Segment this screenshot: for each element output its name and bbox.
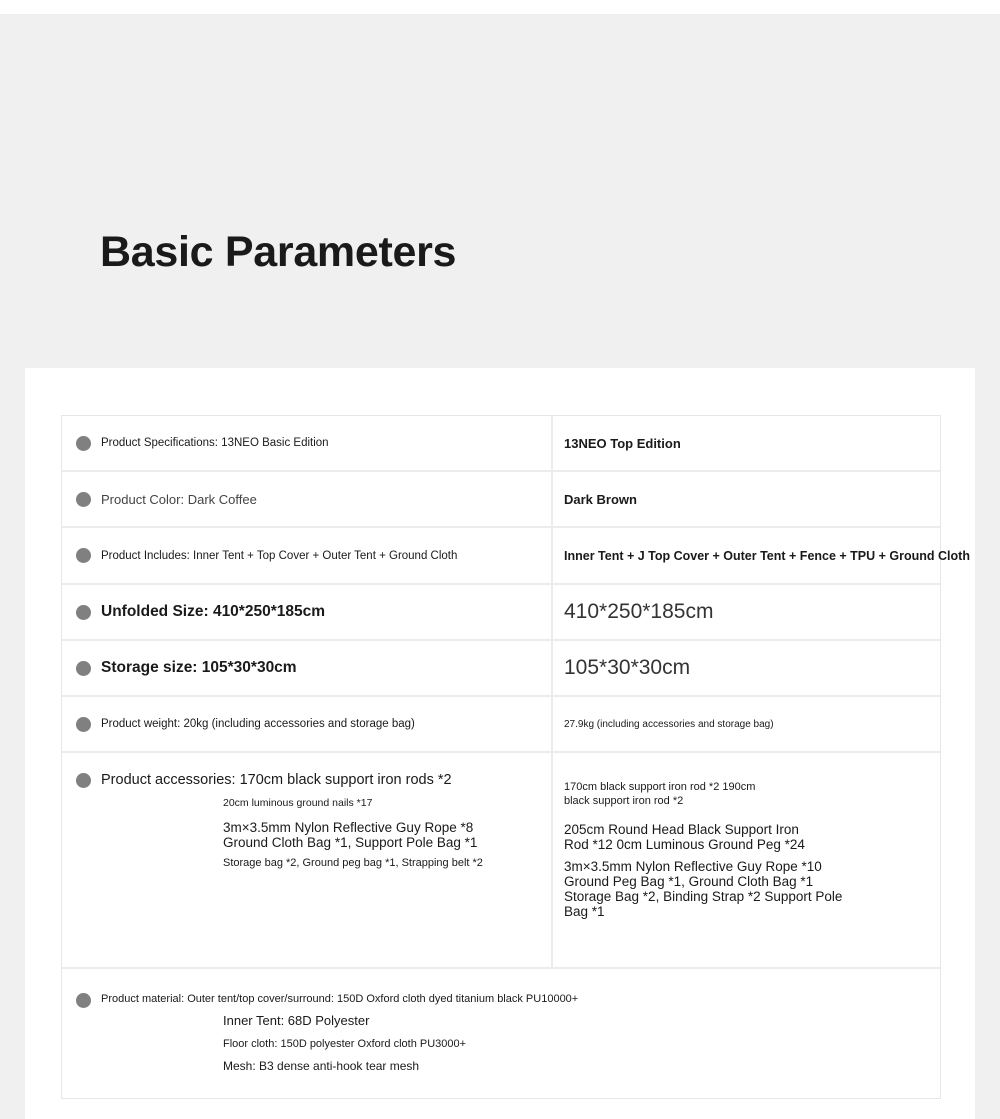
row-right-cell bbox=[564, 472, 637, 526]
accessories-right-line: black support iron rod *2 bbox=[564, 795, 684, 807]
storage-value: 105*30*30cm bbox=[564, 656, 691, 679]
table-row bbox=[62, 585, 940, 641]
accessories-right-line: Storage Bag *2, Binding Strap *2 Support Pole bbox=[564, 889, 843, 904]
accessories-right-line: 3m×3.5mm Nylon Reflective Guy Rope *10 bbox=[564, 859, 822, 874]
unfolded-label: Unfolded Size: 410*250*185cm bbox=[101, 603, 325, 620]
bullet-icon bbox=[76, 661, 91, 676]
row-left-cell bbox=[76, 528, 457, 583]
table-row bbox=[62, 641, 940, 697]
table-row bbox=[62, 472, 940, 528]
accessories-left-line: Product accessories: 170cm black support iron rods *2 bbox=[101, 772, 452, 788]
table-row bbox=[62, 416, 940, 472]
includes-value: Inner Tent + J Top Cover + Outer Tent + Fence + TPU + Ground Cloth bbox=[564, 548, 970, 563]
bullet-icon bbox=[76, 436, 91, 451]
table-row bbox=[62, 753, 940, 969]
color-label: Product Color: Dark Coffee bbox=[101, 491, 257, 507]
spec-value: 13NEO Top Edition bbox=[564, 435, 681, 451]
unfolded-value: 410*250*185cm bbox=[564, 600, 714, 623]
accessories-right-line: 170cm black support iron rod *2 190cm bbox=[564, 781, 756, 793]
accessories-left-line: Ground Cloth Bag *1, Support Pole Bag *1 bbox=[223, 835, 478, 850]
material-line: Product material: Outer tent/top cover/surround: 150D Oxford cloth dyed titanium black PU10000+ bbox=[101, 993, 579, 1005]
row-right-cell bbox=[564, 641, 690, 695]
table-row bbox=[62, 969, 940, 1098]
accessories-left-line: Storage bag *2, Ground peg bag *1, Strapping belt *2 bbox=[223, 857, 483, 869]
row-left-cell bbox=[76, 641, 297, 695]
row-left-cell bbox=[76, 585, 325, 639]
accessories-right-line: 205cm Round Head Black Support Iron bbox=[564, 822, 799, 837]
material-line: Mesh: B3 dense anti-hook tear mesh bbox=[223, 1059, 420, 1073]
row-left-cell bbox=[76, 472, 257, 526]
bullet-icon bbox=[76, 605, 91, 620]
storage-label: Storage size: 105*30*30cm bbox=[101, 659, 297, 676]
material-line: Floor cloth: 150D polyester Oxford cloth PU3000+ bbox=[223, 1038, 467, 1050]
table-row bbox=[62, 697, 940, 753]
bullet-icon bbox=[76, 773, 91, 788]
bullet-icon bbox=[76, 717, 91, 732]
row-right-cell bbox=[564, 697, 774, 751]
weight-value: 27.9kg (including accessories and storage bag) bbox=[564, 718, 774, 730]
accessories-right-line: Bag *1 bbox=[564, 904, 605, 919]
spec-label: Product Specifications: 13NEO Basic Edition bbox=[101, 437, 329, 449]
row-left-cell bbox=[76, 416, 329, 470]
bullet-icon bbox=[76, 993, 91, 1008]
bullet-icon bbox=[76, 548, 91, 563]
accessories-right-line: Rod *12 0cm Luminous Ground Peg *24 bbox=[564, 837, 805, 852]
row-right-cell bbox=[564, 416, 681, 470]
accessories-left-line: 20cm luminous ground nails *17 bbox=[223, 797, 373, 809]
page-title: Basic Parameters bbox=[100, 228, 457, 276]
row-left-cell bbox=[76, 697, 415, 751]
bullet-icon bbox=[76, 492, 91, 507]
accessories-right-line: Ground Peg Bag *1, Ground Cloth Bag *1 bbox=[564, 874, 814, 889]
material-line: Inner Tent: 68D Polyester bbox=[223, 1013, 370, 1028]
color-value: Dark Brown bbox=[564, 491, 637, 507]
accessories-left-line: 3m×3.5mm Nylon Reflective Guy Rope *8 bbox=[223, 820, 474, 835]
includes-label: Product Includes: Inner Tent + Top Cover + Outer Tent + Ground Cloth bbox=[101, 549, 458, 562]
table-row bbox=[62, 528, 970, 585]
row-right-cell bbox=[564, 528, 970, 583]
parameters-table bbox=[61, 415, 970, 1099]
row-right-cell bbox=[564, 585, 713, 639]
weight-label: Product weight: 20kg (including accessories and storage bag) bbox=[101, 718, 415, 730]
